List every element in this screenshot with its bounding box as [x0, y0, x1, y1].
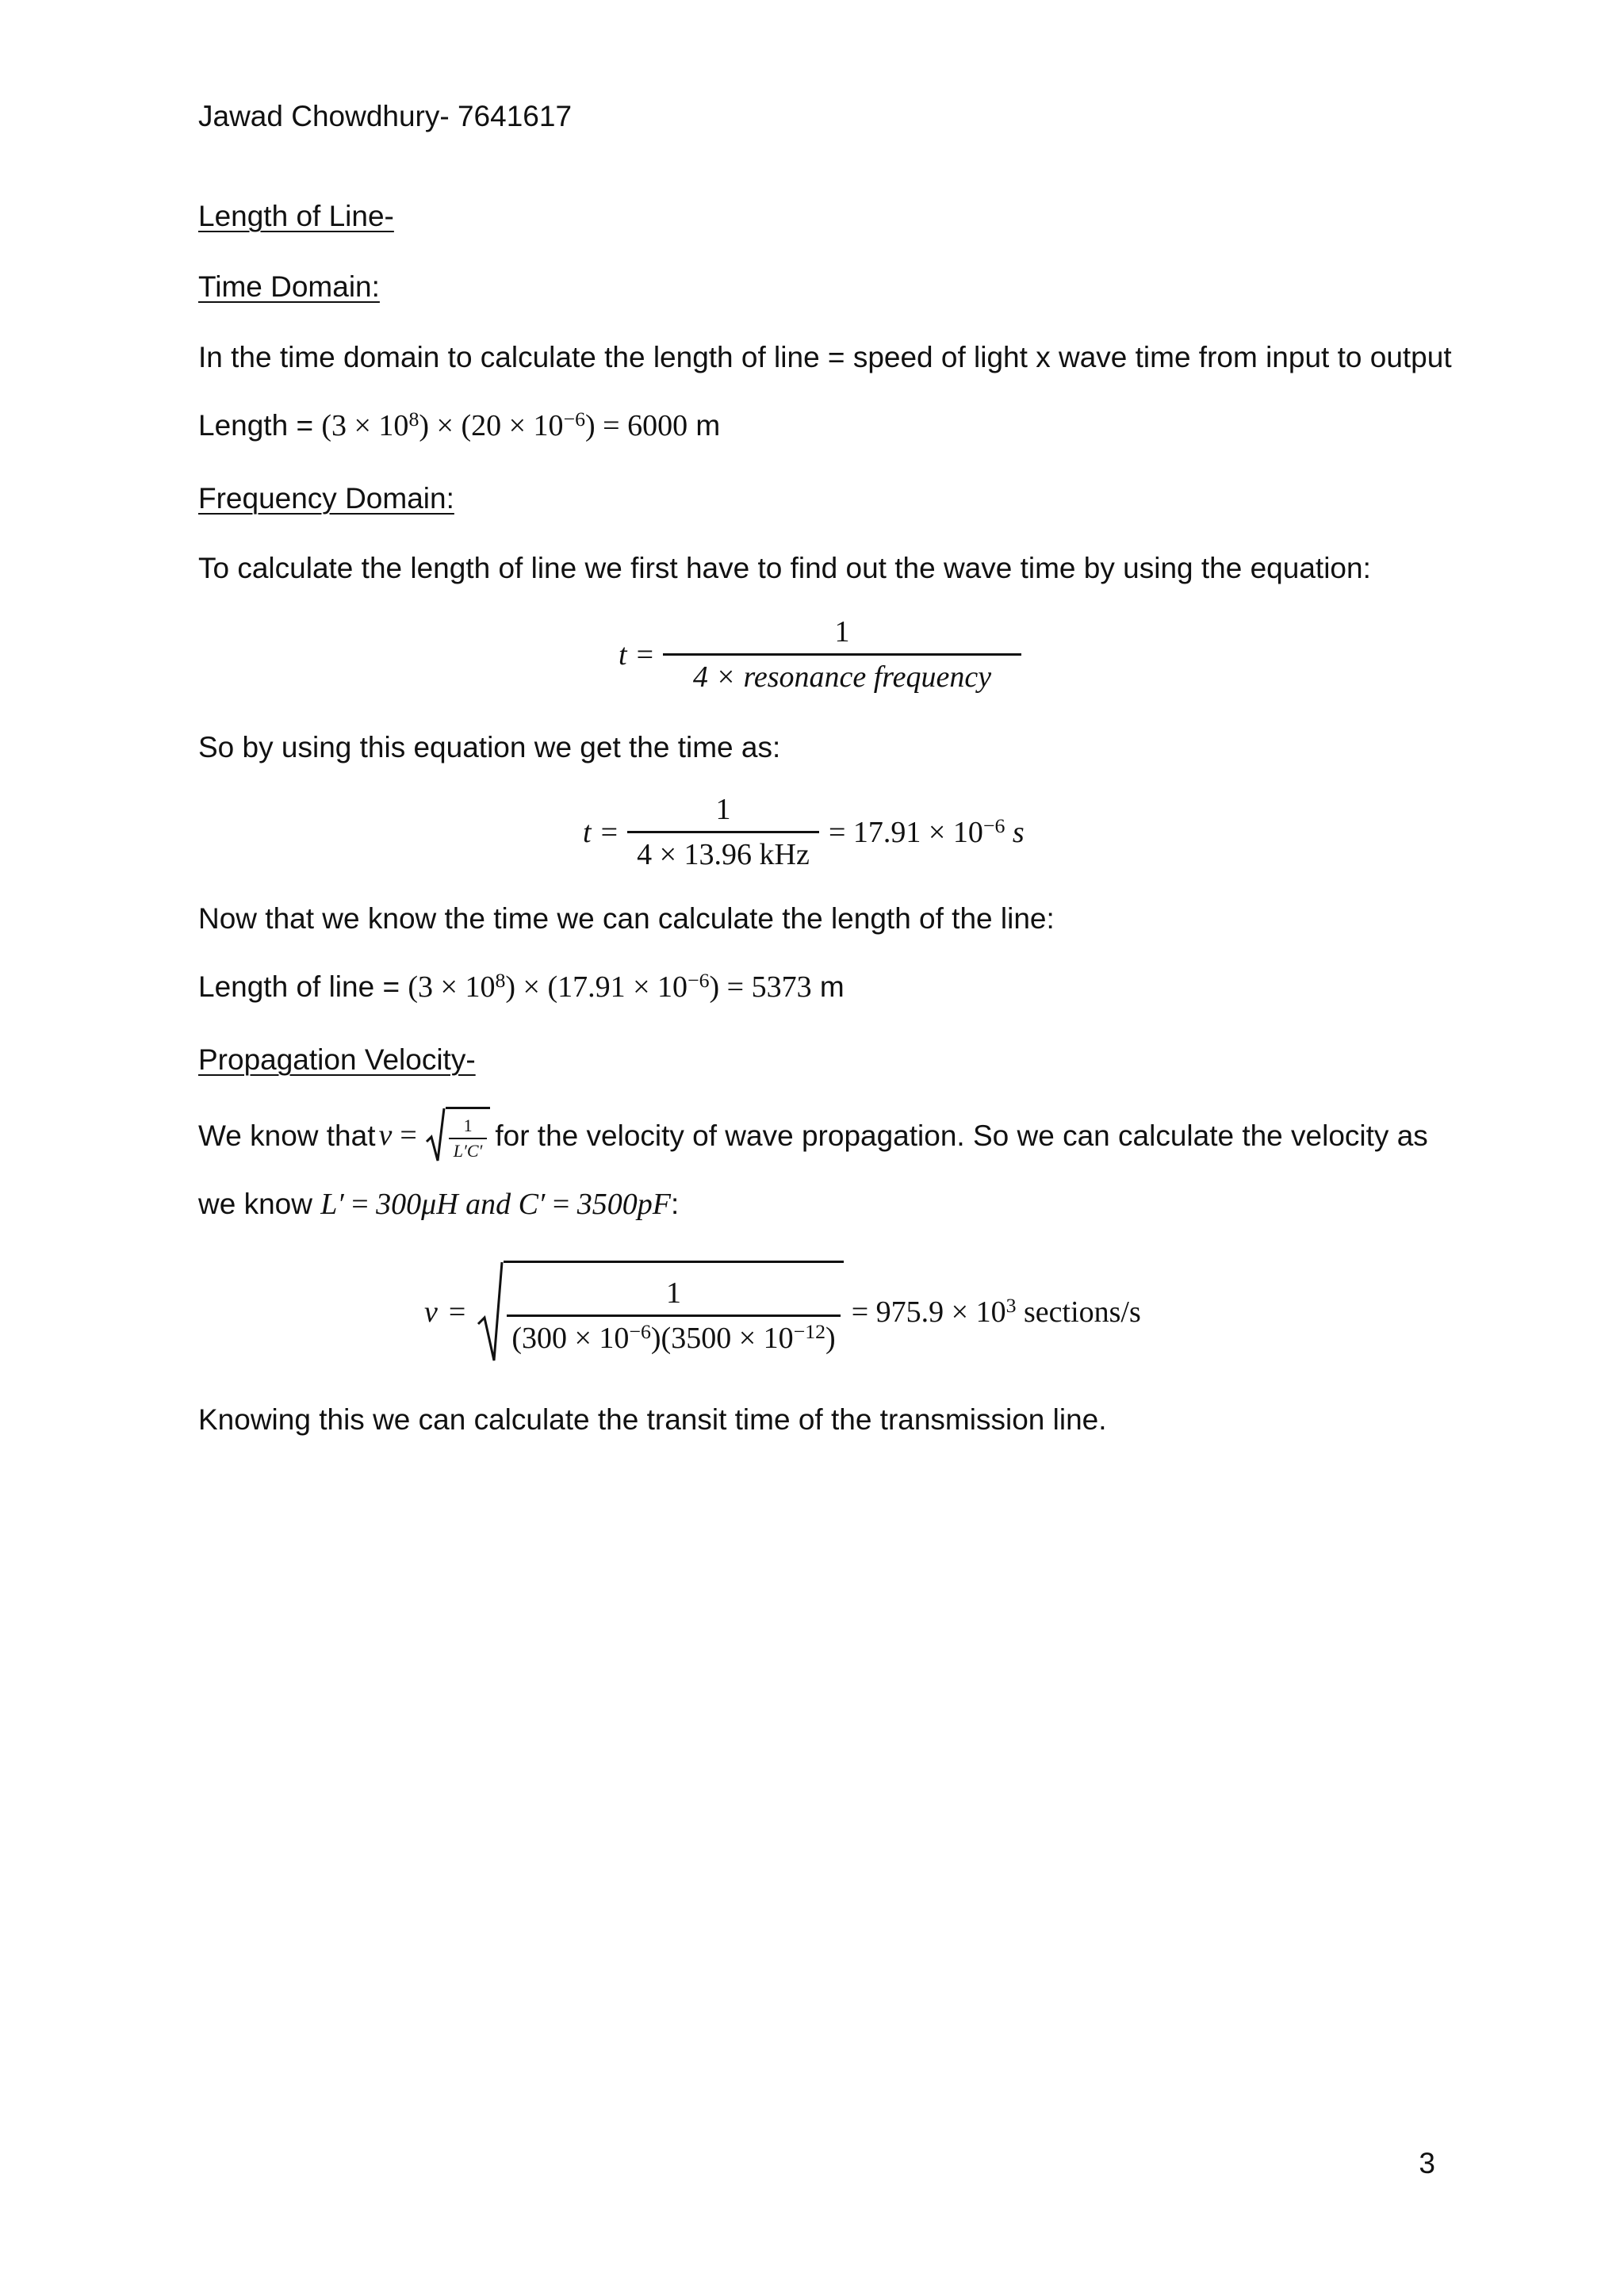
time-fraction [663, 617, 1021, 692]
length-equation [198, 408, 721, 442]
fraction-numerator: 1 [715, 793, 731, 826]
radical-icon [425, 1107, 446, 1164]
velocity-variable: v [424, 1295, 438, 1329]
time-domain-text: In the time domain to calculate the length of line = speed of light x wave time from input to output [198, 341, 1452, 373]
velocity-intro-line [198, 1107, 1428, 1164]
heading-time-domain: Time Domain: [198, 270, 380, 303]
knowing-text: Knowing this we can calculate the transit time of the transmission line. [198, 1403, 1107, 1436]
inline-fraction: $\frac{1}{L'C'}$ [449, 1117, 488, 1160]
length-of-line-math: $(3 \times 10^8) \times (17.91 \times 10^{-6}) = 5373$ [408, 969, 812, 1004]
time-calculation [583, 794, 1025, 870]
fraction-denominator: 4 × resonance frequency [663, 653, 1021, 692]
time-result: = $17.91 \times 10^{-6}$ s [829, 813, 1025, 849]
equals-sign: = [448, 1295, 466, 1329]
page-number: 3 [1419, 2147, 1435, 2179]
equals-sign: = [600, 815, 618, 849]
heading-frequency-domain: Frequency Domain: [198, 482, 454, 515]
velocity-intro-suffix: for the velocity of wave propagation. So we can calculate the velocity as [495, 1119, 1428, 1152]
heading-propagation-velocity: Propagation Velocity- [198, 1043, 476, 1076]
fraction-denominator: 4 × 13.96 kHz [627, 831, 819, 870]
known-values-line: we know L′ = 300μH and C′ = 3500pF: [198, 1188, 680, 1221]
time-variable: t [583, 815, 592, 849]
velocity-intro-prefix: We know that [198, 1119, 376, 1152]
radical-icon [477, 1261, 504, 1364]
now-text: Now that we know the time we can calculate the length of the line: [198, 902, 1055, 935]
length-of-line-unit: m [811, 970, 845, 1003]
heading-length-of-line: Length of Line- [198, 200, 394, 232]
length-of-line-label: Length of line = [198, 970, 408, 1003]
using-equation-text: So by using this equation we get the time as: [198, 731, 781, 763]
length-unit: m [688, 409, 721, 442]
known-values-prefix: we know [198, 1188, 321, 1220]
length-of-line-equation [198, 969, 845, 1004]
velocity-variable: v [378, 1119, 393, 1152]
velocity-result: = $975.9 \times 10^3$ sections/s [851, 1294, 1141, 1329]
velocity-sqrt-body [504, 1261, 843, 1364]
velocity-sqrt [477, 1261, 843, 1364]
length-label: Length = [198, 409, 322, 442]
length-math: $(3 \times 10^8) \times (20 \times 10^{-6}) = 6000$ [321, 408, 688, 442]
inline-sqrt-body [446, 1107, 491, 1164]
equals-sign: = [636, 637, 653, 672]
velocity-fraction [507, 1278, 840, 1353]
time-formula [619, 617, 1021, 692]
time-calc-fraction [627, 794, 819, 870]
fraction-numerator: 1 [834, 615, 850, 649]
header-author: Jawad Chowdhury- 7641617 [198, 100, 573, 132]
fraction-denominator: $(300 \times 10^{-6})(3500 \times 10^{-12})$ [507, 1314, 840, 1353]
time-variable: t [619, 637, 627, 672]
equals-sign: = [400, 1119, 417, 1152]
fraction-numerator: 1 [666, 1276, 681, 1310]
known-values-math: L′ = 300μH and C′ = 3500pF [320, 1188, 671, 1221]
inline-sqrt [425, 1107, 491, 1164]
frequency-domain-text: To calculate the length of line we first have to find out the wave time by using the equation: [198, 552, 1371, 584]
velocity-calculation [424, 1261, 1141, 1364]
